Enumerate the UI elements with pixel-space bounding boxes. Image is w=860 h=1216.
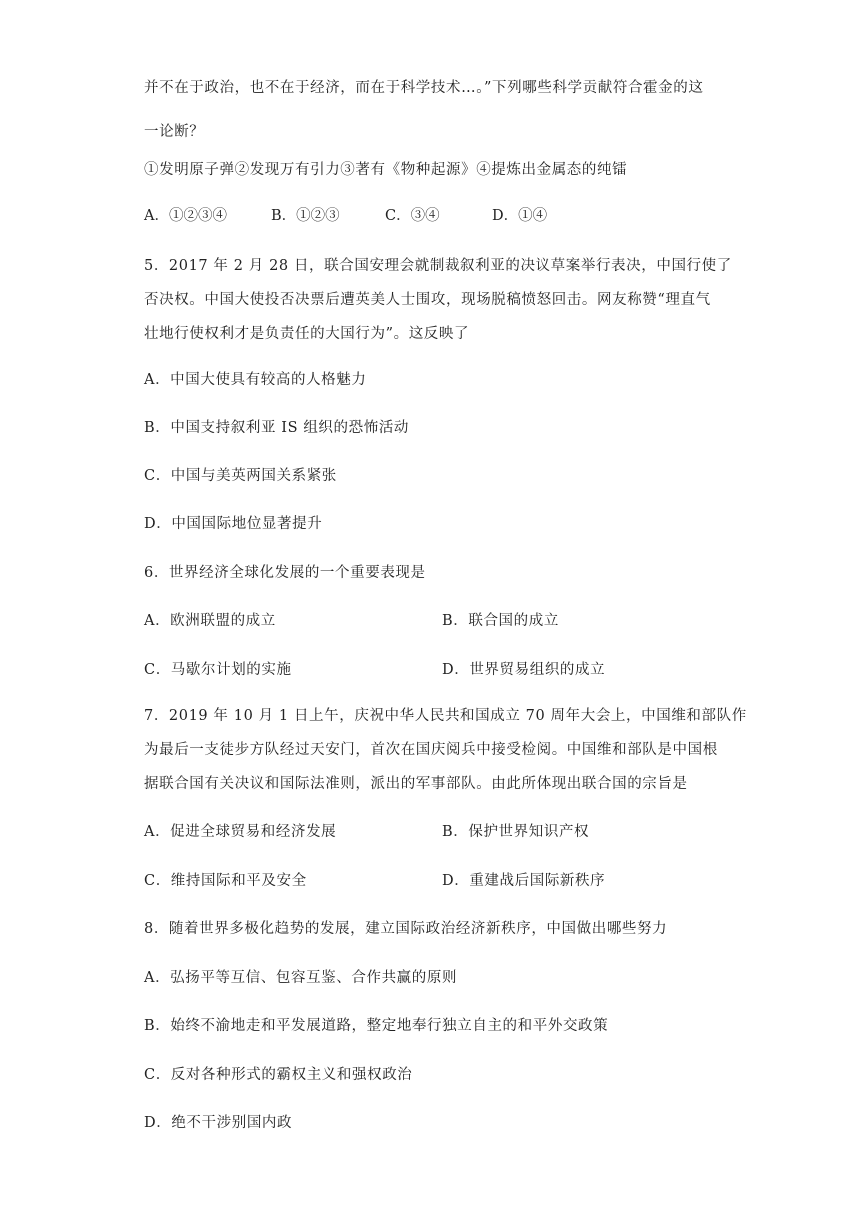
q6-option-c: C．马歇尔计划的实施 <box>144 662 292 678</box>
q5-option-d: D．中国国际地位显著提升 <box>144 516 323 532</box>
q8-option-a: A．弘扬平等互信、包容互鉴、合作共赢的原则 <box>144 970 458 986</box>
q7-option-b: B．保护世界知识产权 <box>442 824 590 840</box>
q5-option-b: B．中国支持叙利亚 IS 组织的恐怖活动 <box>144 420 410 436</box>
q7-stem-line-1: 7．2019 年 10 月 1 日上午，庆祝中华人民共和国成立 70 周年大会上，中国维和部队作 <box>144 708 747 724</box>
q5-stem-line-1: 5．2017 年 2 月 28 日，联合国安理会就制裁叙利亚的决议草案举行表决，中国行使了 <box>144 258 732 274</box>
q4-continuation-line-2: 一论断？ <box>144 124 205 140</box>
q7-option-a: A．促进全球贸易和经济发展 <box>144 824 337 840</box>
q5-option-a: A．中国大使具有较高的人格魅力 <box>144 372 367 388</box>
q7-option-c: C．维持国际和平及安全 <box>144 873 307 889</box>
q5-stem-line-3: 壮地行使权利才是负责任的大国行为”。这反映了 <box>144 326 470 342</box>
q4-option-d: D．①④ <box>492 208 548 224</box>
q8-option-c: C．反对各种形式的霸权主义和强权政治 <box>144 1067 413 1083</box>
q4-option-c: C．③④ <box>385 208 440 224</box>
q4-option-a: A．①②③④ <box>144 208 227 224</box>
q7-stem-line-3: 据联合国有关决议和国际法准则，派出的军事部队。由此所体现出联合国的宗旨是 <box>144 776 688 792</box>
q6-stem: 6．世界经济全球化发展的一个重要表现是 <box>144 565 426 581</box>
q5-option-c: C．中国与美英两国关系紧张 <box>144 468 337 484</box>
q4-option-b: B．①②③ <box>271 208 340 224</box>
q6-option-d: D．世界贸易组织的成立 <box>442 662 606 678</box>
q8-stem: 8．随着世界多极化趋势的发展，建立国际政治经济新秩序，中国做出哪些努力 <box>144 921 668 937</box>
q8-option-d: D．绝不干涉别国内政 <box>144 1115 293 1131</box>
q6-option-a: A．欧洲联盟的成立 <box>144 613 276 629</box>
q5-stem-line-2: 否决权。中国大使投否决票后遭英美人士围攻，现场脱稿愤怒回击。网友称赞“理直气 <box>144 292 711 308</box>
q4-items: ①发明原子弹②发现万有引力③著有《物种起源》④提炼出金属态的纯镭 <box>144 162 628 178</box>
q6-option-b: B．联合国的成立 <box>442 613 559 629</box>
q8-option-b: B．始终不渝地走和平发展道路，整定地奉行独立自主的和平外交政策 <box>144 1018 609 1034</box>
q7-option-d: D．重建战后国际新秩序 <box>442 873 606 889</box>
q7-stem-line-2: 为最后一支徒步方队经过天安门，首次在国庆阅兵中接受检阅。中国维和部队是中国根 <box>144 742 718 758</box>
q4-continuation-line-1: 并不在于政治，也不在于经济，而在于科学技术…。”下列哪些科学贡献符合霍金的这 <box>144 80 704 96</box>
